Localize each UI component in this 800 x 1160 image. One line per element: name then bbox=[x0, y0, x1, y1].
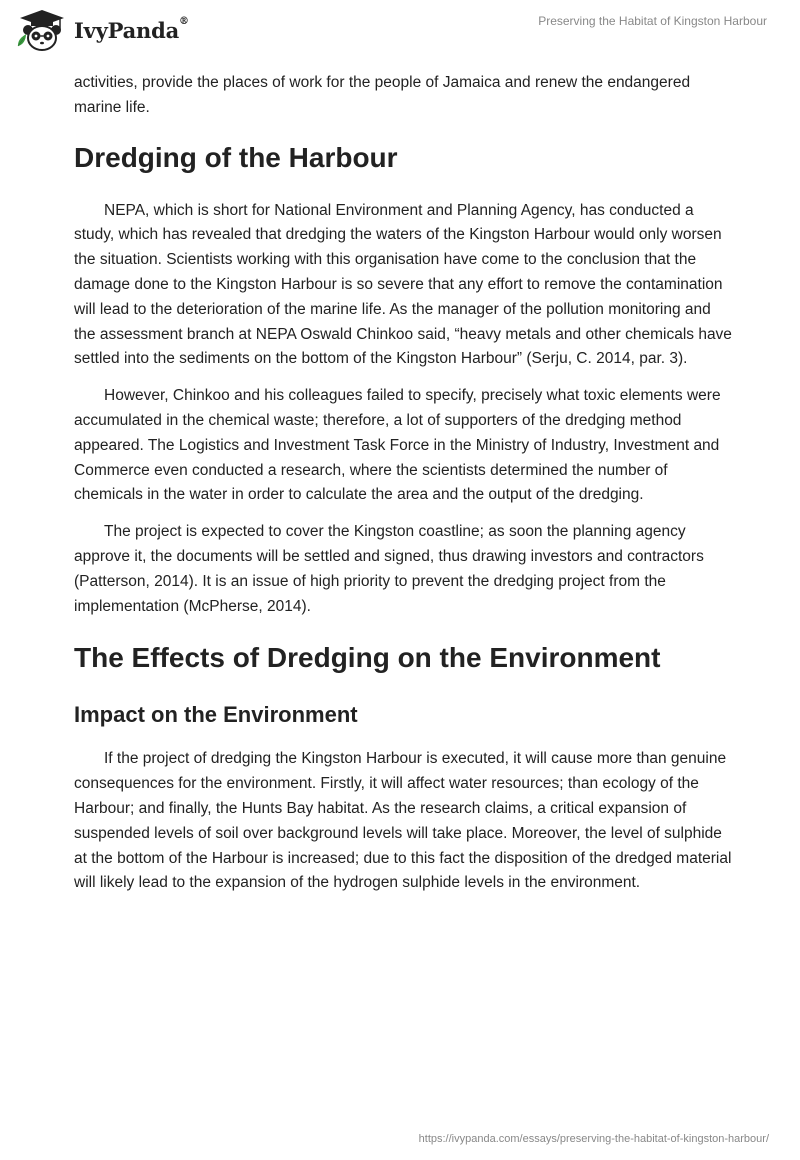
logo[interactable] bbox=[14, 8, 189, 52]
paragraph: NEPA, which is short for National Environment and Planning Agency, has conducted a study, which has revealed that dredging the waters of the Kingston Harbour would only worsen the situation. Scientists working with this organisation have come to the conclusion that the damage done to the Kingston Harbour is so severe that any effort to remove the contamination will lead to the deterioration of the marine life. As the manager of the pollution monitoring and the assessment branch at NEPA Oswald Chinkoo said, “heavy metals and other chemicals have settled into the sediments on the bottom of the Kingston Harbour” (Serju, C. 2014, par. 3). bbox=[74, 201, 732, 368]
section-heading-effects: The Effects of Dredging on the Environment bbox=[74, 642, 661, 674]
section-heading-dredging: Dredging of the Harbour bbox=[74, 141, 398, 173]
paragraph: The project is expected to cover the Kingston coastline; as soon the planning agency approve it, the documents will be settled and signed, thus drawing investors and contractors (Patterson, 2014). It is an issue of high priority to prevent the dredging project from the implementation (McPherse, 2014). bbox=[74, 523, 704, 615]
document-title: Preserving the Habitat of Kingston Harbour bbox=[538, 14, 767, 28]
panda-graduate-icon bbox=[14, 8, 70, 52]
subheading-impact: Impact on the Environment bbox=[74, 702, 358, 728]
paragraph: If the project of dredging the Kingston Harbour is executed, it will cause more than genuine consequences for the environment. Firstly, it will affect water resources; than ecology of the Harbour; and finally, the Hunts Bay habitat. As the research claims, a critical expansion of suspended levels of soil over background levels will take place. Moreover, the level of sulphide at the bottom of the Harbour is increased; due to this fact the disposition of the dredged material will likely lead to the expansion of the hydrogen sulphide levels in the environment. bbox=[74, 750, 732, 892]
registered-mark: ® bbox=[179, 15, 189, 27]
intro-paragraph: activities, provide the places of work for the people of Jamaica and renew the endangered marine life. bbox=[74, 74, 691, 116]
essay-content bbox=[74, 71, 734, 908]
paragraph: However, Chinkoo and his colleagues failed to specify, precisely what toxic elements were accumulated in the chemical waste; therefore, a lot of supporters of the dredging method appeared. The Logistics and Investment Task Force in the Ministry of Industry, Investment and Commerce even conducted a research, where the scientists determined the number of chemicals in the water in order to calculate the area and the output of the dredging. bbox=[74, 387, 721, 504]
page-header bbox=[0, 0, 800, 60]
source-url-link[interactable]: https://ivypanda.com/essays/preserving-the-habitat-of-kingston-harbour/ bbox=[418, 1133, 769, 1145]
brand-name: IvyPanda® bbox=[74, 15, 189, 43]
